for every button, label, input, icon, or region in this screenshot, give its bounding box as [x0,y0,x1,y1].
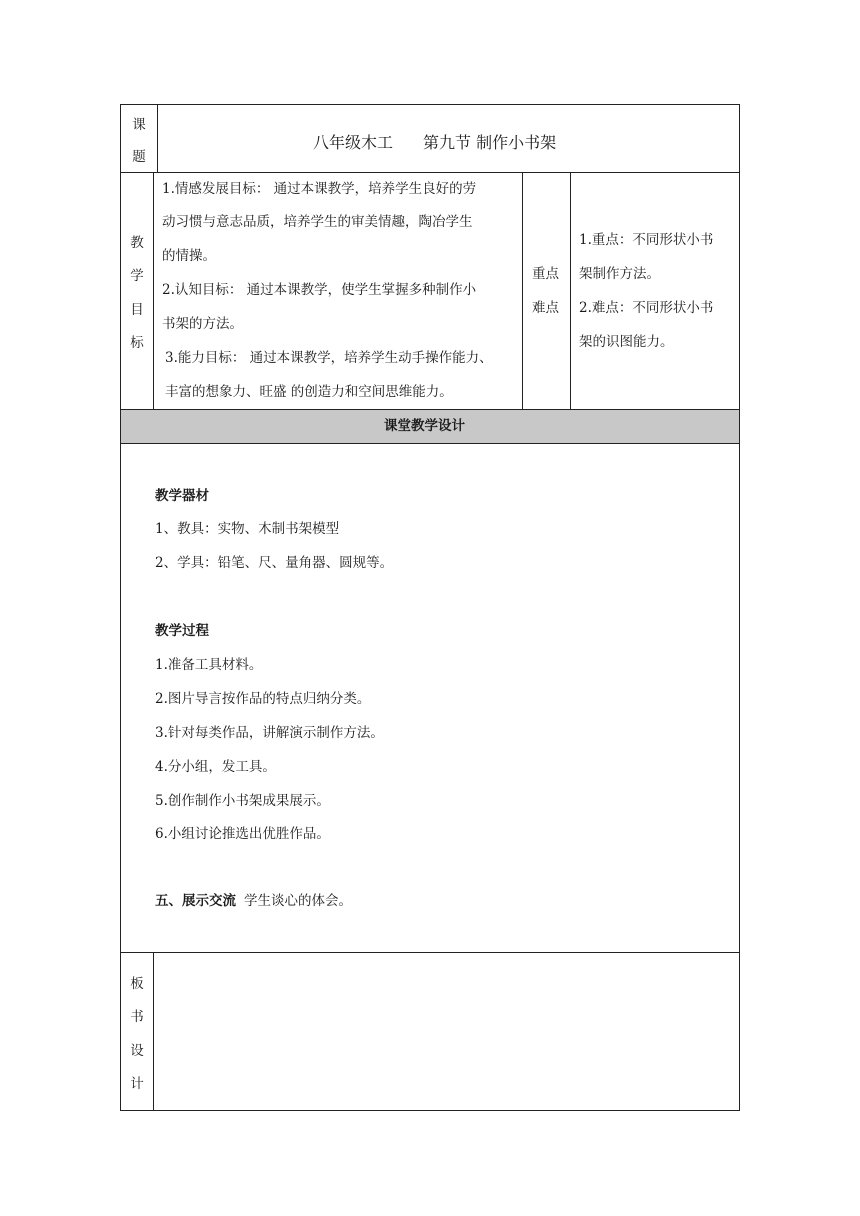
materials-item: 1、教具：实物、木制书架模型 [155,521,340,537]
table-border-right [739,104,740,1111]
process-step: 2.图片导言按作品的特点归纳分类。 [155,691,371,707]
column-separator [157,104,158,173]
goal-line: 1.情感发展目标： 通过本课教学，培养学生良好的劳 [162,181,477,197]
goals-label-char: 教 [130,235,144,251]
goal-line: 的情操。 [162,248,216,264]
difficulties-label: 难点 [532,300,559,316]
key-line: 架制作方法。 [579,266,660,282]
key-line: 2.难点：不同形状小书 [579,300,714,316]
classroom-design-banner: 课堂教学设计 [384,418,465,434]
goals-label-char: 标 [130,334,144,351]
topic-label-char: 课 [132,117,146,133]
process-step: 6.小组讨论推选出优胜作品。 [155,826,330,842]
process-step: 1.准备工具材料。 [155,657,263,673]
key-line: 1.重点：不同形状小书 [579,232,714,248]
table-border-bottom [120,1110,740,1111]
goal-line: 动习惯与意志品质，培养学生的审美情趣，陶冶学生 [162,214,473,230]
lesson-title [313,130,556,153]
exchange-heading: 五、展示交流 [155,893,236,909]
table-border-top [120,104,740,105]
key-points-label: 重点 [532,266,559,282]
materials-item: 2、学具：铅笔、尺、量角器、圆规等。 [155,555,394,571]
exchange-line [155,893,352,910]
row-separator [120,443,740,444]
row-separator [120,172,740,173]
lesson-title-section: 第九节 制作小书架 [423,133,557,152]
key-line: 架的识图能力。 [579,334,674,350]
board-label-char: 设 [130,1042,144,1059]
goals-label-char: 学 [130,268,144,285]
lesson-title-grade: 八年级木工 [313,133,394,152]
topic-label [121,113,157,165]
goals-label-char: 目 [130,301,144,318]
board-label-char: 计 [130,1075,144,1092]
process-heading: 教学过程 [155,623,209,639]
board-label-char: 板 [130,976,144,992]
process-step: 4.分小组，发工具。 [155,759,276,775]
board-label-char: 书 [130,1009,144,1026]
goals-label [121,231,153,351]
goal-line: 3.能力目标： 通过本课教学，培养学生动手操作能力、 [165,350,493,366]
materials-heading: 教学器材 [155,488,209,504]
goal-line: 书架的方法。 [162,316,243,332]
goal-line: 丰富的想象力、旺盛 的创造力和空间思维能力。 [165,384,453,400]
goal-line: 2.认知目标： 通过本课教学，使学生掌握多种制作小 [162,282,477,298]
board-design-label [121,972,153,1092]
process-step: 3.针对每类作品，讲解演示制作方法。 [155,725,384,741]
column-separator [570,172,571,410]
column-separator [522,172,523,410]
exchange-text: 学生谈心的体会。 [244,893,352,909]
column-separator [153,172,154,410]
board-design-area [154,953,739,1110]
topic-label-char: 题 [132,149,146,165]
process-step: 5.创作制作小书架成果展示。 [155,793,330,809]
